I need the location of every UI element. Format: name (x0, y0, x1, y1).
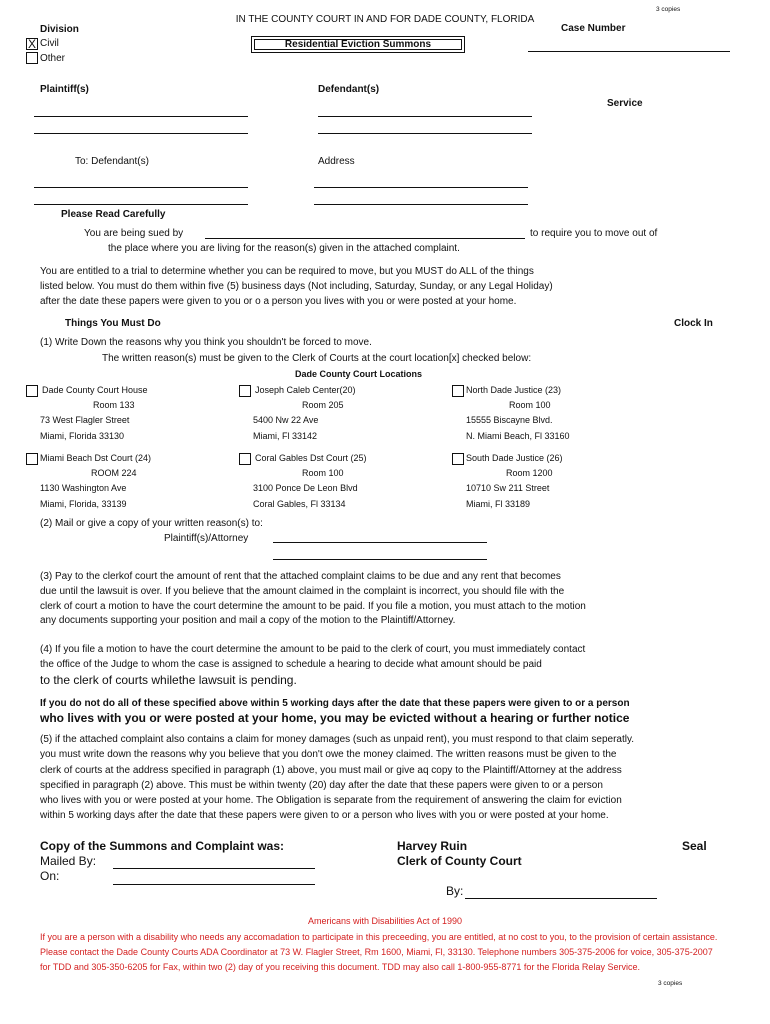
location-city: Miami, Florida 33130 (40, 431, 125, 441)
step4-line-2: the office of the Judge to whom the case is assigned to schedule a hearing to decide what amount should be paid (40, 659, 542, 670)
location-name: North Dade Justice (23) (466, 385, 562, 395)
location-city: Miami, Florida, 33139 (40, 499, 127, 509)
service-label: Service (607, 98, 643, 109)
location-street: 73 West Flagler Street (40, 415, 130, 425)
address-label: Address (318, 156, 355, 167)
step1-line1: (1) Write Down the reasons why you think you shouldn't be forced to move. (40, 337, 372, 348)
address-line-2[interactable] (314, 204, 528, 205)
sued-by-line[interactable] (205, 238, 525, 239)
location-city: N. Miami Beach, Fl 33160 (466, 431, 570, 441)
location-checkbox-north-dade[interactable] (452, 385, 464, 397)
location-room: Room 100 (509, 400, 551, 410)
plaintiff-attorney-line-1[interactable] (273, 542, 487, 543)
ada-line-1: If you are a person with a disability who needs any accomadation to participate in this preceeding, you are entitled, at no cost to you, to the provision of certain assistance. (40, 932, 718, 942)
location-street: 15555 Biscayne Blvd. (466, 415, 553, 425)
defendants-label: Defendant(s) (318, 84, 380, 95)
clerk-name: Harvey Ruin (397, 839, 468, 853)
location-name: South Dade Justice (26) (466, 453, 563, 463)
location-checkbox-miami-beach[interactable] (26, 453, 38, 465)
other-label: Other (40, 53, 66, 64)
location-city: Miami, Fl 33142 (253, 431, 318, 441)
step5-line-2: you must write down the reasons why you believe that you don't owe the money claimed. The written reasons must be given to the (40, 749, 617, 760)
location-name: Coral Gables Dst Court (25) (255, 453, 367, 463)
location-checkbox-dade-county[interactable] (26, 385, 38, 397)
location-name: Joseph Caleb Center(20) (255, 385, 356, 395)
step1-line2: The written reason(s) must be given to the Clerk of Courts at the court location[x] checked below: (102, 353, 532, 364)
mailed-by-line[interactable] (113, 868, 315, 869)
ada-line-3: for TDD and 305-350-6205 for Fax, within two (2) day of you receiving this document. TDD may also call 1-800-955-8771 for the Florida Relay Service. (40, 962, 640, 972)
civil-checkbox[interactable] (26, 38, 38, 50)
location-city: Miami, Fl 33189 (466, 499, 531, 509)
case-number-line[interactable] (528, 51, 730, 52)
step3-line-1: (3) Pay to the clerkof court the amount of rent that the attached complaint claims to be due and any rent that becomes (40, 571, 561, 582)
step2-line1: (2) Mail or give a copy of your written reason(s) to: (40, 518, 263, 529)
step5-line-3: clerk of courts at the address specified in paragraph (1) above, you must mail or give aq copy to the Plaintiff/Attorney at the address (40, 765, 622, 776)
location-name: Dade County Court House (42, 385, 148, 395)
please-read-heading: Please Read Carefully (61, 209, 166, 220)
on-date-line[interactable] (113, 884, 315, 885)
entitled-line-2: listed below. You must do them within five (5) business days (Not including, Saturday, Sunday, or any Legal Holiday) (40, 281, 553, 292)
location-room: ROOM 224 (91, 468, 137, 478)
location-room: Room 100 (302, 468, 344, 478)
on-label: On: (40, 869, 60, 883)
plaintiff-line-1[interactable] (34, 116, 248, 117)
to-defendants-label: To: Defendant(s) (75, 156, 149, 167)
to-defendant-line-1[interactable] (34, 187, 248, 188)
location-city: Coral Gables, Fl 33134 (253, 499, 346, 509)
division-label: Division (40, 24, 79, 35)
location-street: 3100 Ponce De Leon Blvd (253, 483, 358, 493)
location-name: Miami Beach Dst Court (24) (40, 453, 152, 463)
location-room: Room 205 (302, 400, 344, 410)
location-checkbox-coral-gables[interactable] (239, 453, 251, 465)
step5-line-5: who lives with you or were posted at your home. The Obligation is separate from the requirement of answering the claim for eviction (40, 795, 622, 806)
seal-label: Seal (682, 839, 707, 853)
step4-line-1: (4) If you file a motion to have the court determine the amount to be paid to the clerk of court, you must immediately contact (40, 644, 586, 655)
plaintiff-attorney-line-2[interactable] (273, 559, 487, 560)
things-heading: Things You Must Do (65, 318, 161, 329)
mailed-by-label: Mailed By: (40, 854, 97, 868)
form-title: Residential Eviction Summons (284, 39, 432, 50)
location-street: 5400 Nw 22 Ave (253, 415, 319, 425)
location-street: 10710 Sw 211 Street (466, 483, 550, 493)
case-number-label: Case Number (561, 23, 626, 34)
form-title-box (251, 36, 465, 53)
entitled-line-1: You are entitled to a trial to determine whether you can be required to move, but you MUST do ALL of the things (40, 266, 534, 277)
address-line-1[interactable] (314, 187, 528, 188)
location-room: Room 133 (93, 400, 135, 410)
location-checkbox-joseph-caleb[interactable] (239, 385, 251, 397)
copies-note-top: 3 copies (656, 6, 681, 13)
by-signature-line[interactable] (465, 898, 657, 899)
by-label: By: (446, 884, 464, 898)
entitled-line-3: after the date these papers were given to you or o a person you lives with you or were posted at your home. (40, 296, 517, 307)
step5-line-6: within 5 working days after the date that these papers were given to or a person who lives with you or were posted at your home. (40, 810, 609, 821)
sued-by-line2: the place where you are living for the reason(s) given in the attached complaint. (108, 243, 460, 254)
step4-line-3: to the clerk of courts whilethe lawsuit is pending. (40, 673, 297, 687)
other-checkbox[interactable] (26, 52, 38, 64)
step3-line-4: any documents supporting your position and mail a copy of the motion to the Plaintiff/Attorney. (40, 615, 456, 626)
step3-line-3: clerk of court a motion to have the court determine the amount to be paid. If you file a motion, you must attach to the motion (40, 601, 586, 612)
step5-line-4: specified in paragraph (2) above. This must be within twenty (20) day after the date that these papers were given to or a person (40, 780, 603, 791)
warning-line-2: who lives with you or were posted at your home, you may be evicted without a hearing or further notice (40, 711, 630, 725)
check-mark-icon: X (28, 37, 37, 51)
ada-title: Americans with Disabilities Act of 1990 (307, 916, 463, 926)
location-street: 1130 Washington Ave (40, 483, 127, 493)
sued-by-prefix: You are being sued by (84, 228, 184, 239)
copies-note-bottom: 3 copies (658, 980, 683, 987)
warning-line-1: If you do not do all of these specified above within 5 working days after the date that these papers were given to or a person (40, 698, 630, 709)
copy-summons-label: Copy of the Summons and Complaint was: (40, 839, 285, 853)
locations-heading: Dade County Court Locations (295, 369, 423, 379)
ada-line-2: Please contact the Dade County Courts ADA Coordinator at 73 W. Flagler Street, Rm 1600, Miami, Fl, 33130. Telephone numbers 305-375-2006 for voice, 305-375-2007 (40, 947, 713, 957)
location-room: Room 1200 (506, 468, 553, 478)
to-defendant-line-2[interactable] (34, 204, 248, 205)
step3-line-2: due until the lawsuit is over. If you believe that the amount claimed in the complaint is incorrect, you should file with the (40, 586, 565, 597)
step5-line-1: (5) if the attached complaint also contains a claim for money damages (such as unpaid rent), you must respond to that claim seperatly. (40, 734, 634, 745)
plaintiff-line-2[interactable] (34, 133, 248, 134)
step2-line2: Plaintiff(s)/Attorney (164, 533, 249, 544)
defendant-line-2[interactable] (318, 133, 532, 134)
plaintiffs-label: Plaintiff(s) (40, 84, 89, 95)
court-header: IN THE COUNTY COURT IN AND FOR DADE COUNTY, FLORIDA (235, 14, 535, 25)
clock-in-label: Clock In (674, 318, 713, 329)
defendant-line-1[interactable] (318, 116, 532, 117)
location-checkbox-south-dade[interactable] (452, 453, 464, 465)
clerk-title: Clerk of County Court (397, 854, 522, 868)
civil-label: Civil (40, 38, 59, 49)
sued-by-suffix: to require you to move out of (530, 228, 658, 239)
